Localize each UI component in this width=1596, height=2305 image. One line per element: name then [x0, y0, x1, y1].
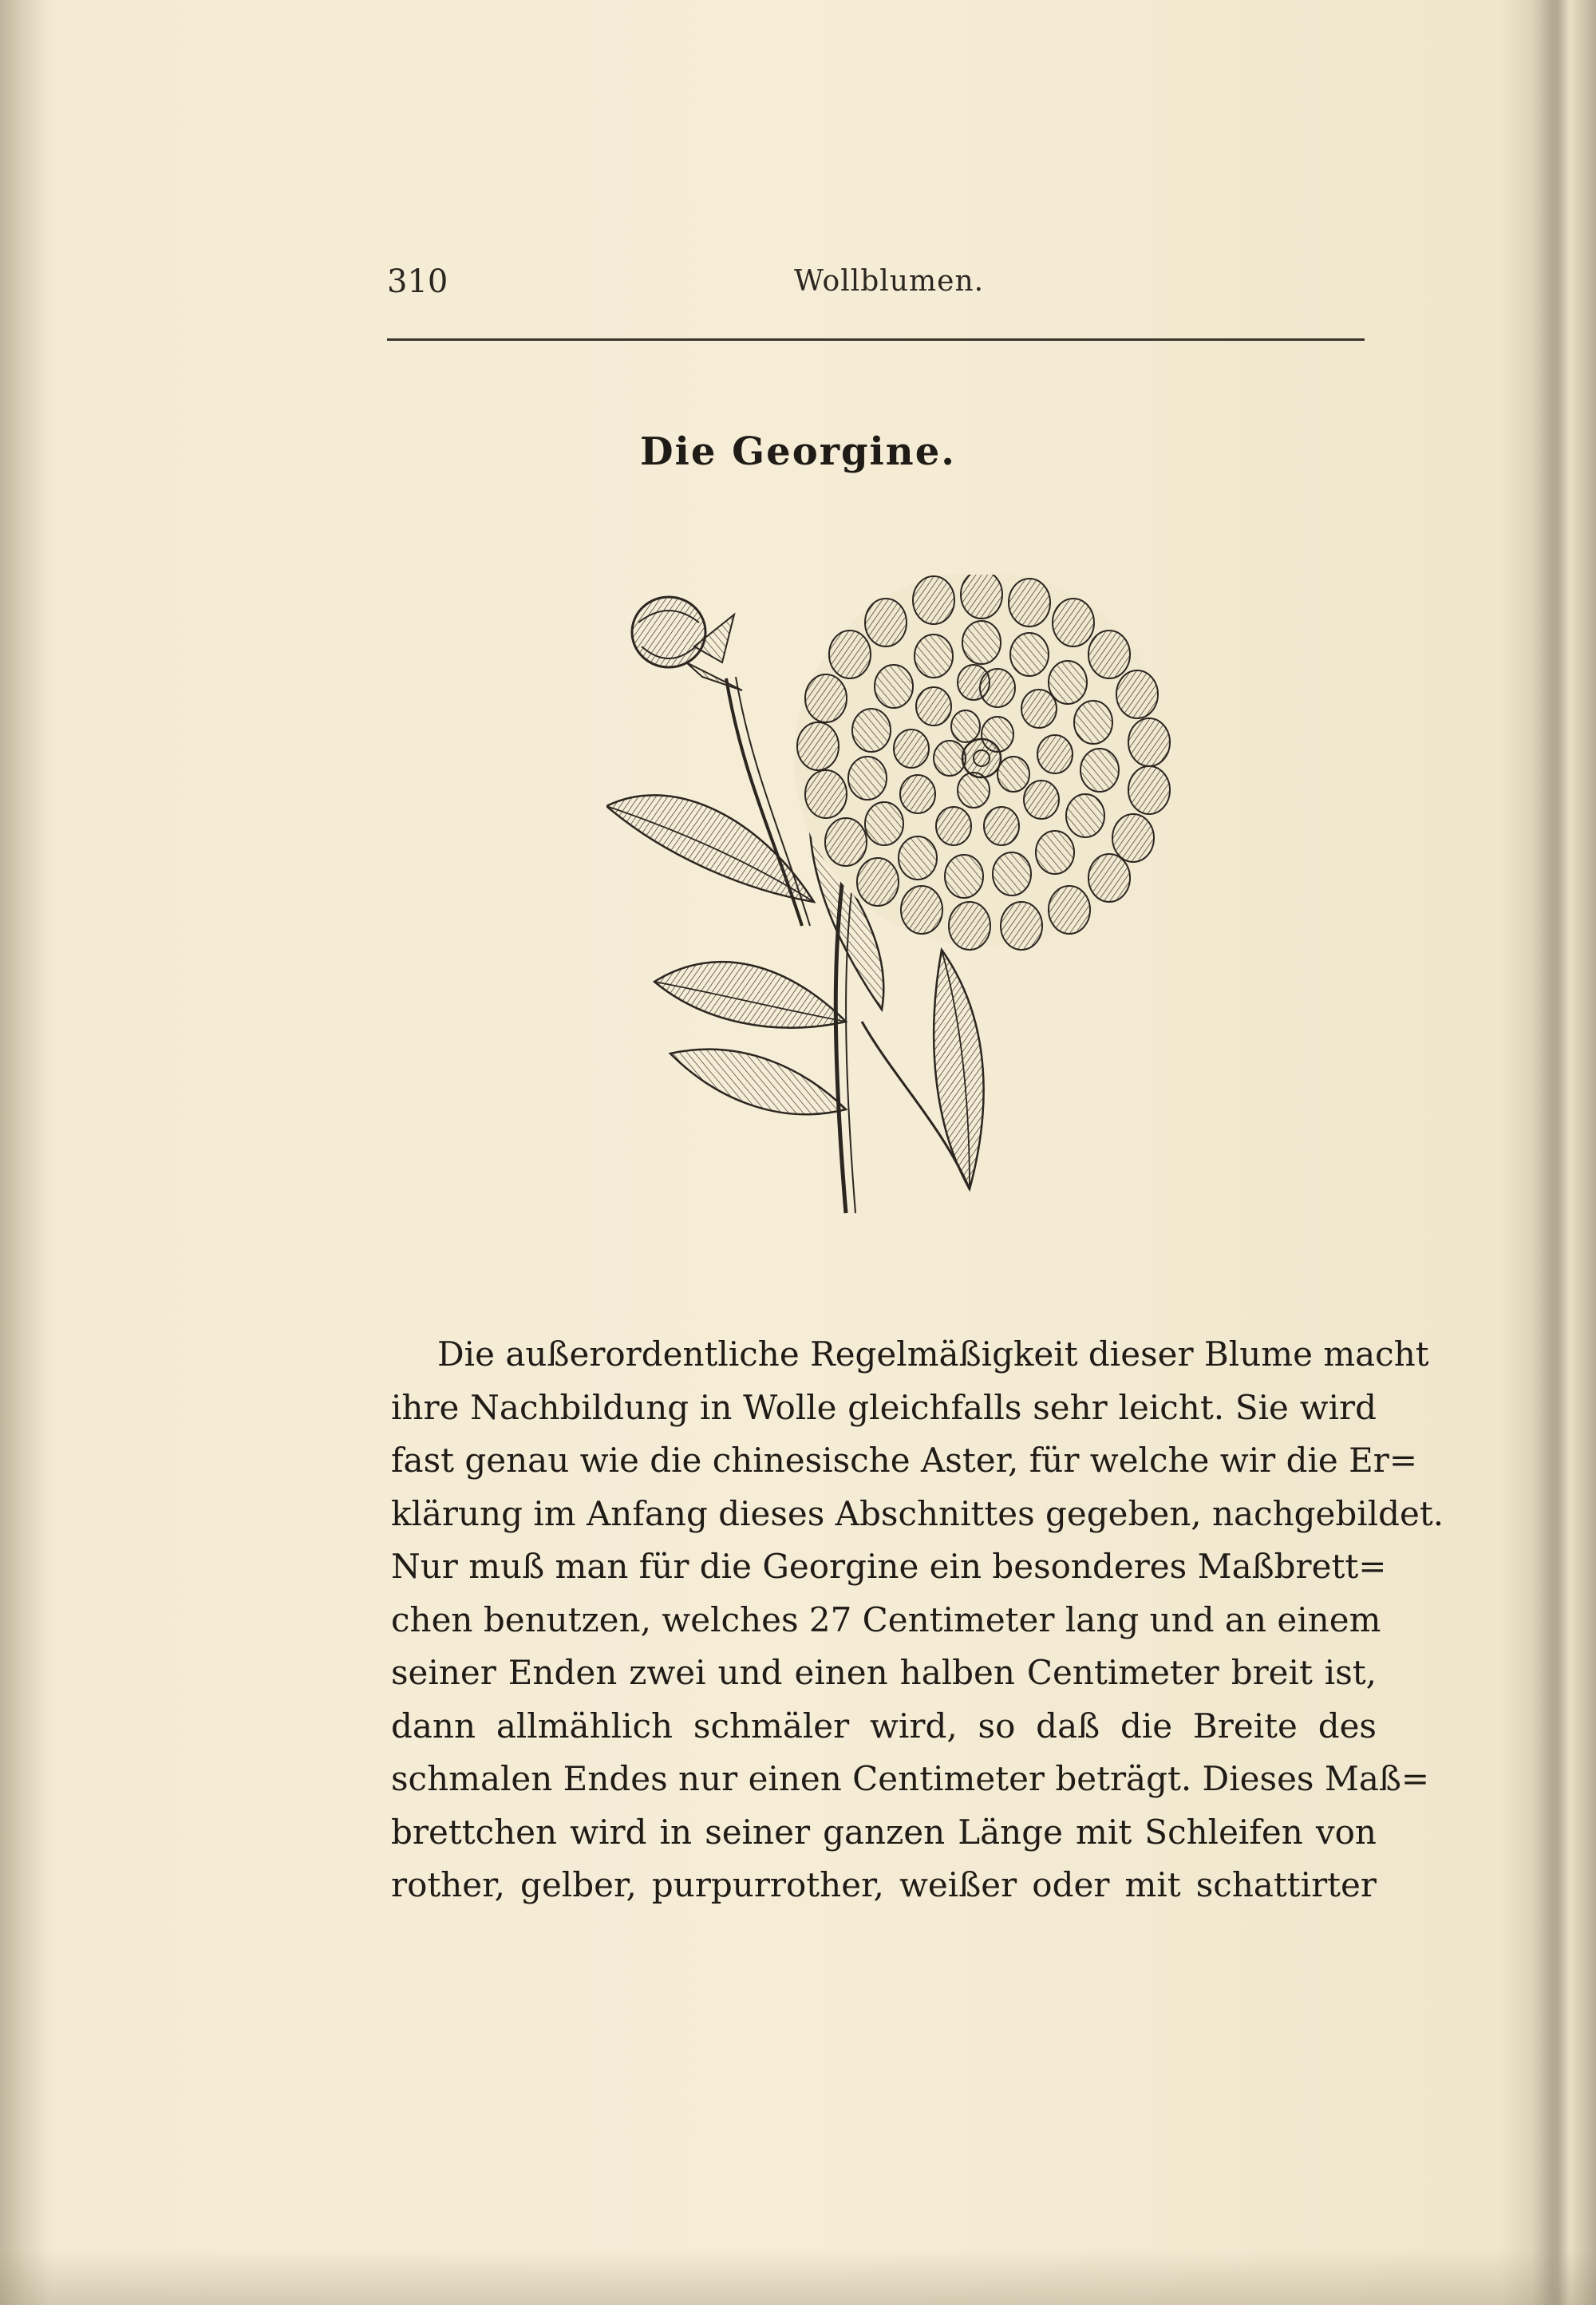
body-line: rother, gelber, purpurrother, weißer oder mit schattirter [391, 1865, 1377, 1904]
running-head [387, 263, 1365, 311]
body-line: fast genau wie die chinesische Aster, für welche wir die Er= [391, 1441, 1418, 1480]
page-number: 310 [387, 263, 448, 300]
header-rule [387, 338, 1365, 341]
body-line: chen benutzen, welches 27 Centimeter lang und an einem [391, 1599, 1381, 1639]
body-line: klärung im Anfang dieses Abschnittes gegeben, nachgebildet. [391, 1493, 1444, 1533]
body-line: Die außerordentliche Regelmäßigkeit dieser Blume macht [437, 1334, 1429, 1374]
dahlia-engraving-icon [606, 575, 1213, 1237]
body-line: dann allmählich schmäler wird, so daß die Breite des [391, 1706, 1377, 1746]
body-line: seiner Enden zwei und einen halben Centimeter breit ist, [391, 1653, 1377, 1692]
body-paragraph [391, 1328, 1444, 1912]
right-page-edge [1532, 0, 1596, 2305]
left-page-shadow [0, 0, 48, 2305]
running-title: Wollblumen. [794, 265, 985, 298]
bottom-page-shadow [0, 2249, 1596, 2305]
section-heading: Die Georgine. [640, 429, 956, 474]
body-line: brettchen wird in seiner ganzen Länge mit Schleifen von [391, 1812, 1377, 1852]
body-line: Nur muß man für die Georgine ein besonderes Maßbrett= [391, 1547, 1387, 1586]
body-line: ihre Nachbildung in Wolle gleichfalls sehr leicht. Sie wird [391, 1387, 1377, 1427]
body-line: schmalen Endes nur einen Centimeter beträgt. Dieses Maß= [391, 1759, 1430, 1798]
